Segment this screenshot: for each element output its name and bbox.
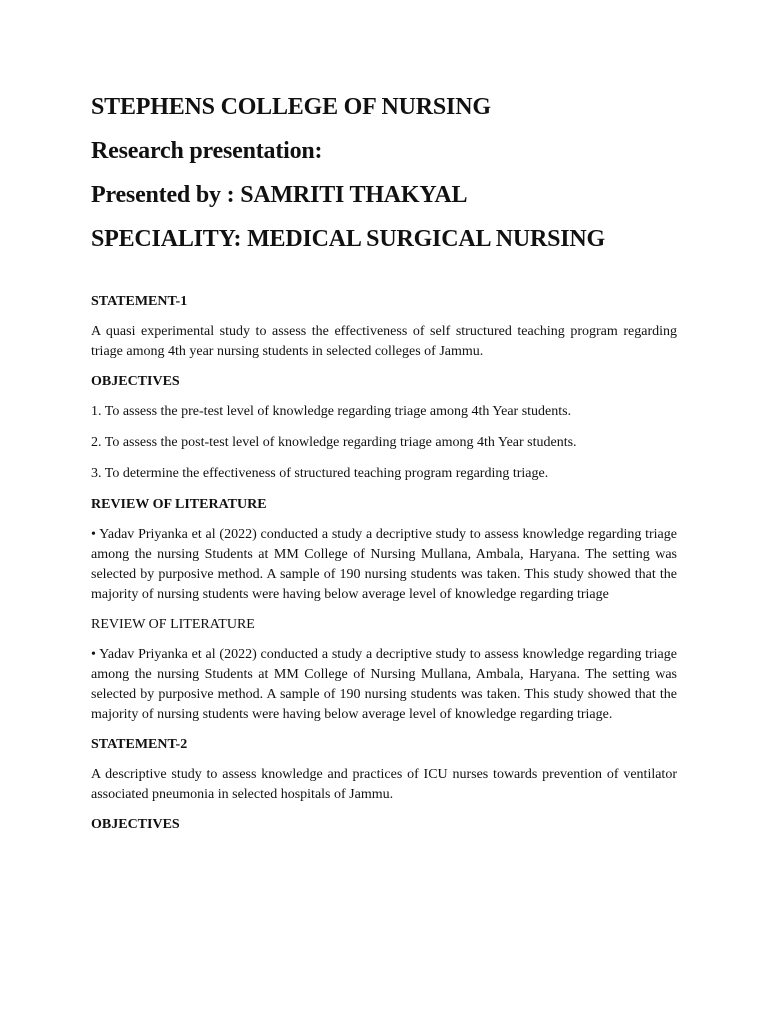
statement-1-heading: STATEMENT-1 (91, 294, 188, 309)
speciality: SPECIALITY: MEDICAL SURGICAL NURSING (91, 226, 606, 252)
objective-item: 1. To assess the pre-test level of knowledge regarding triage among 4th Year students. (91, 404, 572, 419)
statement-2-heading: STATEMENT-2 (91, 737, 188, 752)
objectives-1-heading: OBJECTIVES (91, 374, 180, 389)
presentation-title: Research presentation: (91, 138, 323, 164)
review-2-text: • Yadav Priyanka et al (2022) conducted a study a decriptive study to assess knowledge regarding triage among the nursing Students at MM College of Nursing Mullana, Ambala, Haryana. The setting was selected by purposive method. A sample of 190 nursing students was taken. This study showed that the majority of nursing students were having below average level of knowledge regarding triage. (91, 647, 677, 722)
title-block (91, 92, 677, 254)
statement-1-text: A quasi experimental study to assess the effectiveness of self structured teaching program regarding triage among 4th year nursing students in selected colleges of Jammu. (91, 324, 677, 359)
presenter-name: Presented by : SAMRITI THAKYAL (91, 182, 468, 208)
objective-item: 2. To assess the post-test level of knowledge regarding triage among 4th Year students. (91, 435, 577, 450)
statement-2-text: A descriptive study to assess knowledge and practices of ICU nurses towards prevention of ventilator associated pneumonia in selected hospitals of Jammu. (91, 767, 677, 802)
review-1-heading: REVIEW OF LITERATURE (91, 497, 267, 512)
document-page (91, 92, 677, 845)
objectives-2-heading: OBJECTIVES (91, 817, 180, 832)
college-name: STEPHENS COLLEGE OF NURSING (91, 94, 491, 120)
objective-item: 3. To determine the effectiveness of structured teaching program regarding triage. (91, 466, 549, 481)
review-1-text: • Yadav Priyanka et al (2022) conducted a study a decriptive study to assess knowledge regarding triage among the nursing Students at MM College of Nursing Mullana, Ambala, Haryana. The setting was selected by purposive method. A sample of 190 nursing students was taken. This study showed that the majority of nursing students were having below average level of knowledge regarding triage (91, 527, 677, 602)
review-2-heading: REVIEW OF LITERATURE (91, 617, 255, 632)
